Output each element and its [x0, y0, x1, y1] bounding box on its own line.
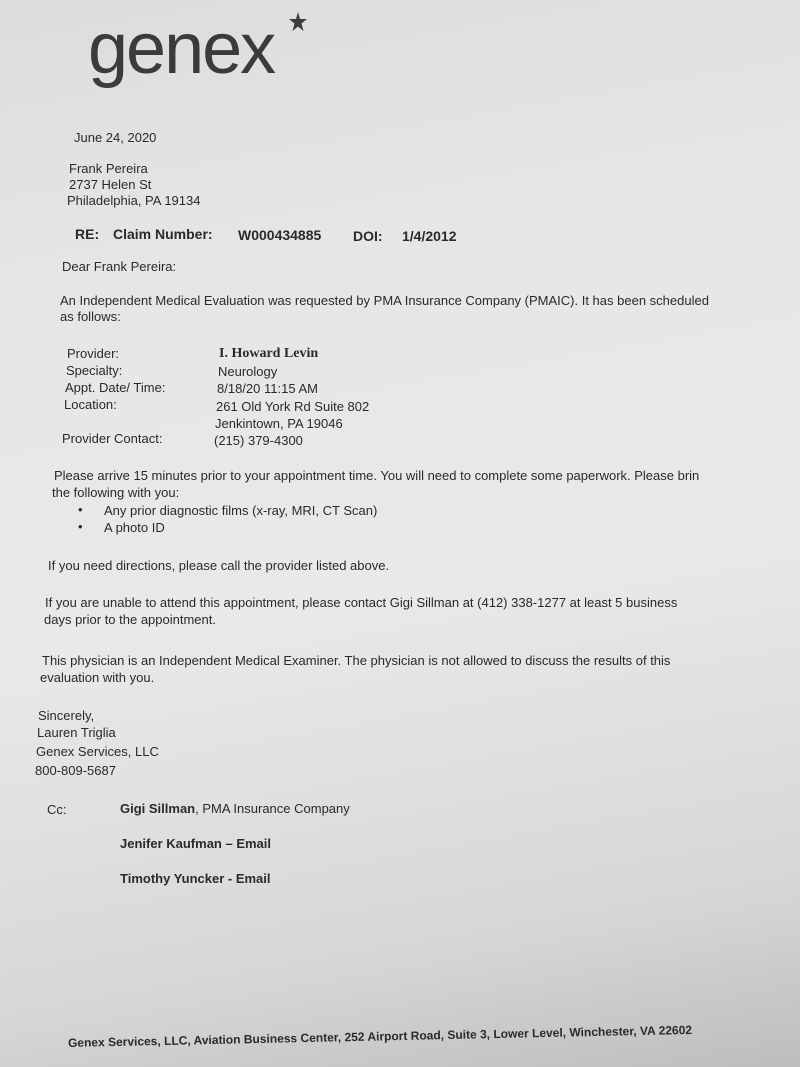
recipient-street: 2737 Helen St — [69, 177, 152, 192]
arrive-line-2: the following with you: — [52, 485, 180, 500]
bullet-item-2: A photo ID — [104, 520, 165, 535]
signer-company: Genex Services, LLC — [36, 744, 159, 759]
appt-label: Appt. Date/ Time: — [65, 380, 166, 395]
claim-label: Claim Number: — [113, 226, 213, 242]
bullet-dot: • — [78, 519, 83, 534]
location-line-2: Jenkintown, PA 19046 — [215, 416, 343, 431]
provider-name: I. Howard Levin — [219, 346, 319, 361]
directions-text: If you need directions, please call the provider listed above. — [48, 558, 390, 573]
appt-value: 8/18/20 11:15 AM — [217, 381, 318, 396]
location-label: Location: — [64, 397, 117, 412]
physician-line-1: This physician is an Independent Medical Examiner. The physician is not allowed to discuss the results of this — [42, 653, 671, 668]
cc1-org: , PMA Insurance Company — [195, 801, 350, 816]
arrive-line-1: Please arrive 15 minutes prior to your appointment time. You will need to complete some paperwork. Please brin — [54, 468, 700, 483]
specialty-value: Neurology — [218, 364, 278, 379]
letter-date: June 24, 2020 — [74, 130, 157, 145]
cc1-name: Gigi Sillman — [120, 801, 196, 816]
cc-line-2: Jenifer Kaufman – Email — [120, 836, 271, 851]
footer-address: Genex Services, LLC, Aviation Business Center, 252 Airport Road, Suite 3, Lower Level, Winchester, VA 22602 — [67, 1022, 693, 1050]
logo-star-icon — [286, 10, 310, 34]
cc-line-1 — [120, 801, 350, 816]
intro-line-2: as follows: — [60, 309, 121, 324]
signer-phone: 800-809-5687 — [35, 763, 116, 778]
salutation: Dear Frank Pereira: — [62, 259, 177, 274]
location-line-1: 261 Old York Rd Suite 802 — [216, 399, 370, 414]
closing: Sincerely, — [38, 708, 95, 723]
cc-line-3: Timothy Yuncker - Email — [120, 871, 271, 886]
claim-number: W000434885 — [238, 227, 322, 243]
unable-line-1: If you are unable to attend this appointment, please contact Gigi Sillman at (412) 338-1277 at least 5 business — [45, 595, 678, 610]
physician-line-2: evaluation with you. — [40, 670, 155, 685]
contact-label: Provider Contact: — [62, 431, 163, 446]
specialty-label: Specialty: — [66, 363, 123, 378]
re-label: RE: — [75, 226, 100, 242]
bullet-dot: • — [78, 502, 83, 517]
recipient-city: Philadelphia, PA 19134 — [67, 193, 201, 208]
unable-line-2: days prior to the appointment. — [44, 612, 216, 627]
genex-logo: genex — [88, 9, 275, 89]
recipient-name: Frank Pereira — [69, 161, 148, 176]
intro-line-1: An Independent Medical Evaluation was requested by PMA Insurance Company (PMAIC). It has been scheduled — [60, 293, 709, 308]
signer-name: Lauren Triglia — [37, 725, 116, 740]
doi-label: DOI: — [353, 228, 383, 244]
bullet-item-1: Any prior diagnostic films (x-ray, MRI, CT Scan) — [104, 503, 378, 518]
doi-value: 1/4/2012 — [402, 228, 457, 244]
cc-label: Cc: — [47, 802, 67, 817]
provider-label: Provider: — [67, 346, 120, 361]
contact-value: (215) 379-4300 — [214, 433, 303, 448]
